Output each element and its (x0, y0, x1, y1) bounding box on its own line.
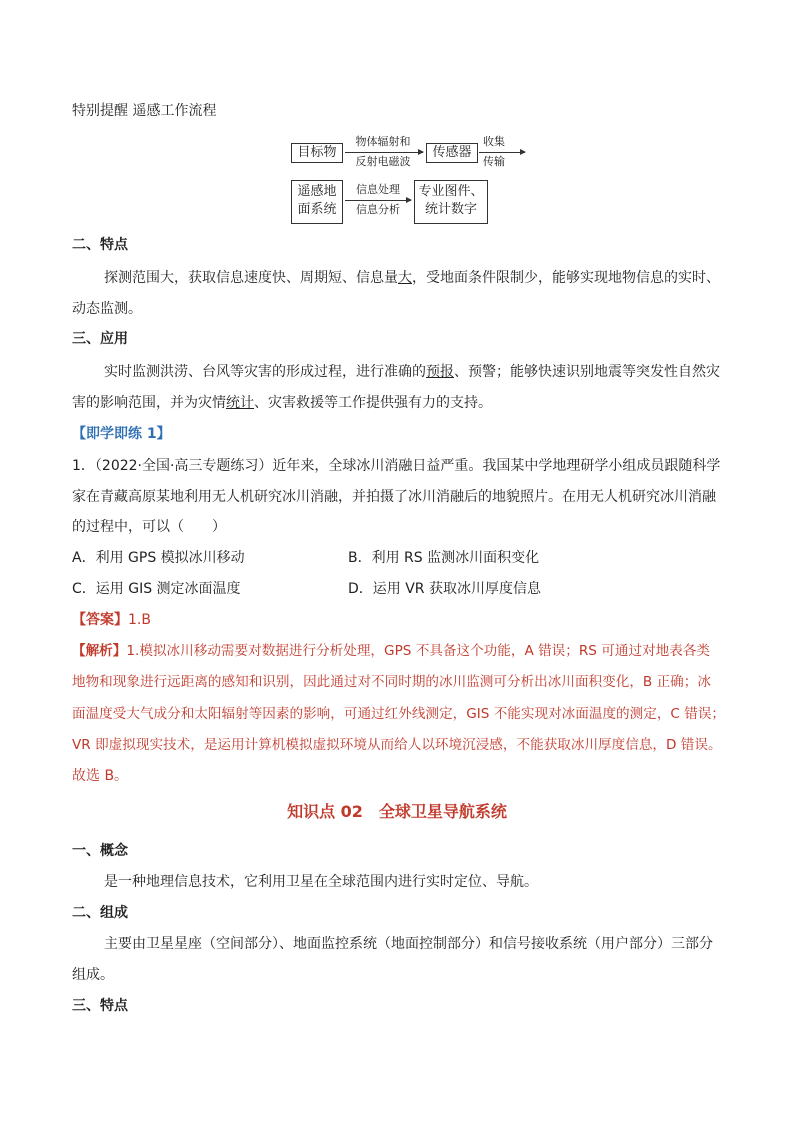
application-paragraph-line2: 害的影响范围，并为灾情统计、灾害救援等工作提供强有力的支持。 (72, 395, 492, 411)
flow-out-label-top: 收集 (483, 135, 505, 148)
analysis-line1: 【解析】1.模拟冰川移动需要对数据进行分析处理，GPS 不具备这个功能，A 错误；RS 可通过对地表各类 (72, 643, 711, 659)
tip-title: 遥感工作流程 (132, 103, 217, 119)
flow-arrow-1 (345, 152, 423, 153)
flow-arrow-2 (479, 152, 525, 153)
section-title-application: 三、应用 (72, 331, 128, 347)
analysis-line5: 故选 B。 (72, 768, 129, 784)
application-paragraph-line1: 实时监测洪涝、台风等灾害的形成过程，进行准确的预报、预警；能够快速识别地震等突发性自然灾 (104, 364, 720, 380)
knowledge-title: 全球卫星导航系统 (378, 802, 507, 821)
composition-line2: 组成。 (72, 967, 114, 983)
flow-box-output: 专业图件、 统计数字 (414, 180, 488, 224)
option-c: C．运用 GIS 测定冰面温度 (72, 581, 241, 597)
knowledge-heading (0, 800, 794, 824)
section-title-concept: 一、概念 (72, 843, 128, 859)
analysis-label: 【解析】 (72, 643, 127, 659)
answer-label: 【答案】 (72, 612, 128, 628)
features-paragraph-line2: 动态监测。 (72, 301, 142, 317)
analysis-line3: 面温度受大气成分和太阳辐射等因素的影响，可通过红外线测定，GIS 不能实现对冰面温度的测定，C 错误； (72, 706, 726, 722)
tip-line (72, 101, 216, 121)
question-line2: 家在青藏高原某地利用无人机研究冰川消融，并拍摄了冰川消融后的地貌照片。在用无人机研究冰川消融 (72, 489, 716, 505)
flow-out-label-bottom: 传输 (483, 155, 505, 168)
flow-arrow3-label-top: 信息处理 (356, 183, 400, 196)
question-line3: 的过程中，可以（ ） (72, 519, 226, 535)
analysis-line2: 地物和现象进行远距离的感知和识别，因此通过对不同时期的冰川监测可分析出冰川面积变化，B 正确；冰 (72, 674, 711, 690)
answer-line (72, 610, 151, 630)
flow-arrow1-label-bottom: 反射电磁波 (355, 155, 411, 168)
features-paragraph-line1: 探测范围大，获取信息速度快、周期短、信息量大，受地面条件限制少，能够实现地物信息的实时、 (104, 270, 720, 286)
section-title-features: 二、特点 (72, 237, 128, 253)
section-title-composition: 二、组成 (72, 905, 128, 921)
concept-text: 是一种地理信息技术，它利用卫星在全球范围内进行实时定位、导航。 (104, 874, 538, 890)
flow-box-ground-system: 遥感地 面系统 (291, 180, 343, 224)
practice-label: 【即学即练 1】 (72, 426, 171, 442)
option-a: A．利用 GPS 模拟冰川移动 (72, 550, 245, 566)
flow-box-target: 目标物 (291, 143, 343, 163)
flow-arrow3-label-bottom: 信息分析 (356, 203, 400, 216)
flow-arrow-3 (345, 200, 411, 201)
section-title-gnss-features: 三、特点 (72, 998, 128, 1014)
knowledge-number: 知识点 02 (287, 802, 363, 821)
tip-label: 特别提醒 (72, 103, 128, 119)
flow-box-sensor: 传感器 (426, 143, 478, 163)
option-b: B．利用 RS 监测冰川面积变化 (348, 550, 540, 566)
option-d: D．运用 VR 获取冰川厚度信息 (348, 581, 541, 597)
composition-line1: 主要由卫星星座（空间部分）、地面监控系统（地面控制部分）和信号接收系统（用户部分）三部分 (104, 936, 713, 952)
analysis-line4: VR 即虚拟现实技术，是运用计算机模拟虚拟环境从而给人以环境沉浸感，不能获取冰川厚度信息，D 错误。 (72, 737, 722, 753)
answer-value: 1.B (128, 612, 151, 628)
flow-arrow1-label-top: 物体辐射和 (355, 135, 411, 148)
question-line1: 1．（2022·全国·高三专题练习）近年来，全球冰川消融日益严重。我国某中学地理研学小组成员跟随科学 (72, 458, 721, 474)
